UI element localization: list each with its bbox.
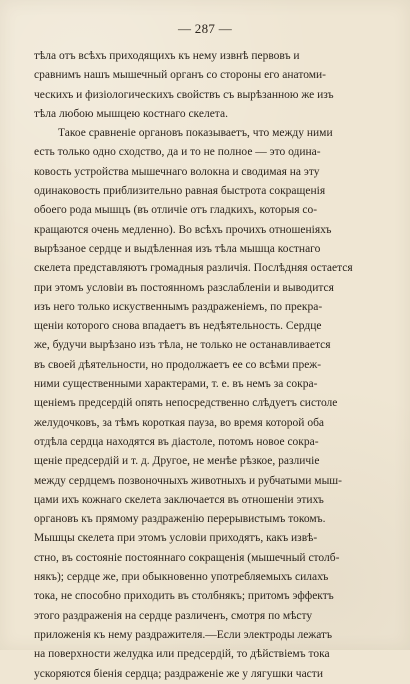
text-line-28: някъ); сердце же, при обыкновенно употребляемыхъ силахъ bbox=[34, 571, 329, 584]
text-line-29: тока, не способно приходить въ столбнякъ; притомъ эффектъ bbox=[34, 590, 334, 603]
text-line-33: ускоряются біенія сердца; раздраженіе же у лягушки части bbox=[34, 667, 323, 680]
page-number: — 287 — bbox=[177, 21, 233, 36]
text-line-15: щеніи которого снова впадаетъ въ недѣятельность. Сердце bbox=[34, 320, 322, 333]
paragraph-start: Такое сравненіе органовъ показываетъ, что между ними bbox=[58, 127, 333, 140]
text-line-8: одинаковость приблизительно равная быстрота сокращенія bbox=[34, 185, 326, 198]
text-line-30: этого раздраженія на сердце различенъ, смотря по мѣсту bbox=[34, 609, 313, 622]
text-line-12: скелета представляютъ громадныя различія. Послѣдняя остается bbox=[34, 262, 353, 275]
text-line-24: цами ихъ кожнаго скелета заключается въ отношеніи этихъ bbox=[34, 493, 324, 506]
text-line-31: приложенія къ нему раздражителя.—Если электроды лежатъ bbox=[34, 628, 333, 641]
text-line-19: щеніемъ предсердій опять непосредственно слѣдуетъ систоле bbox=[34, 397, 338, 410]
text-line-4: тѣла любою мышцею костнаго скелета. bbox=[34, 107, 228, 120]
text-line-27: стно, въ состояніе постояннаго сокращенія (мышечный столб- bbox=[34, 551, 340, 564]
text-line-32: на поверхности желудка или предсердій, то дѣйствіемъ тока bbox=[34, 648, 330, 661]
text-line-20: желудочковъ, за тѣмъ короткая пауза, во время которой оба bbox=[34, 416, 325, 429]
text-line-9: обоего рода мышцъ (въ отличіе отъ гладкихъ, которыя со- bbox=[34, 204, 318, 217]
text-line-7: ковость устройства мышечнаго волокна и сводимая на эту bbox=[34, 165, 320, 178]
text-line-26: Мышцы скелета при этомъ условіи приходятъ, какъ извѣ- bbox=[34, 532, 318, 545]
text-line-23: между сердцемъ позвоночныхъ животныхъ и рубчатыми мыш- bbox=[34, 474, 342, 487]
text-line-2: сравнимъ нашъ мышечный органъ со стороны его анатоми- bbox=[34, 69, 327, 82]
text-line-25: органовъ къ прямому раздраженію перерывистымъ токомъ. bbox=[34, 513, 326, 526]
text-line-3: ческихъ и физіологическихъ свойствъ съ вырѣзанною же изъ bbox=[34, 88, 334, 101]
main-text bbox=[34, 47, 377, 684]
text-line-17: въ своей дѣятельности, но продолжаетъ ее со всѣми преж- bbox=[34, 358, 322, 371]
text-line-1: тѣла отъ всѣхъ приходящихъ къ нему извнѣ первовъ и bbox=[34, 50, 300, 62]
text-line-10: кращаются очень медленно). Во всѣхъ прочихъ отношеніяхъ bbox=[34, 223, 332, 236]
text-line-13: при этомъ условіи въ постоянномъ разслабленіи и выводится bbox=[34, 281, 334, 294]
text-line-21: отдѣла сердца находятся въ діастоле, потомъ новое сокра- bbox=[34, 435, 319, 448]
text-line-14: изъ него только искуственнымъ раздраженіемъ, по прекра- bbox=[34, 300, 323, 313]
text-line-16: же, будучи вырѣзано изъ тѣла, не только не останавливается bbox=[34, 339, 331, 352]
text-line-6: есть только одно сходство, да и то не полное — это одина- bbox=[34, 146, 321, 159]
text-line-18: ними существенными характерами, т. е. въ немъ за сокра- bbox=[34, 378, 318, 391]
text-line-22: щеніе предсердій и т. д. Другое, не менѣе рѣзкое, различіе bbox=[34, 455, 320, 468]
text-line-11: вырѣзаное сердце и выдѣленная изъ тѣла мышца костнаго bbox=[34, 242, 321, 255]
